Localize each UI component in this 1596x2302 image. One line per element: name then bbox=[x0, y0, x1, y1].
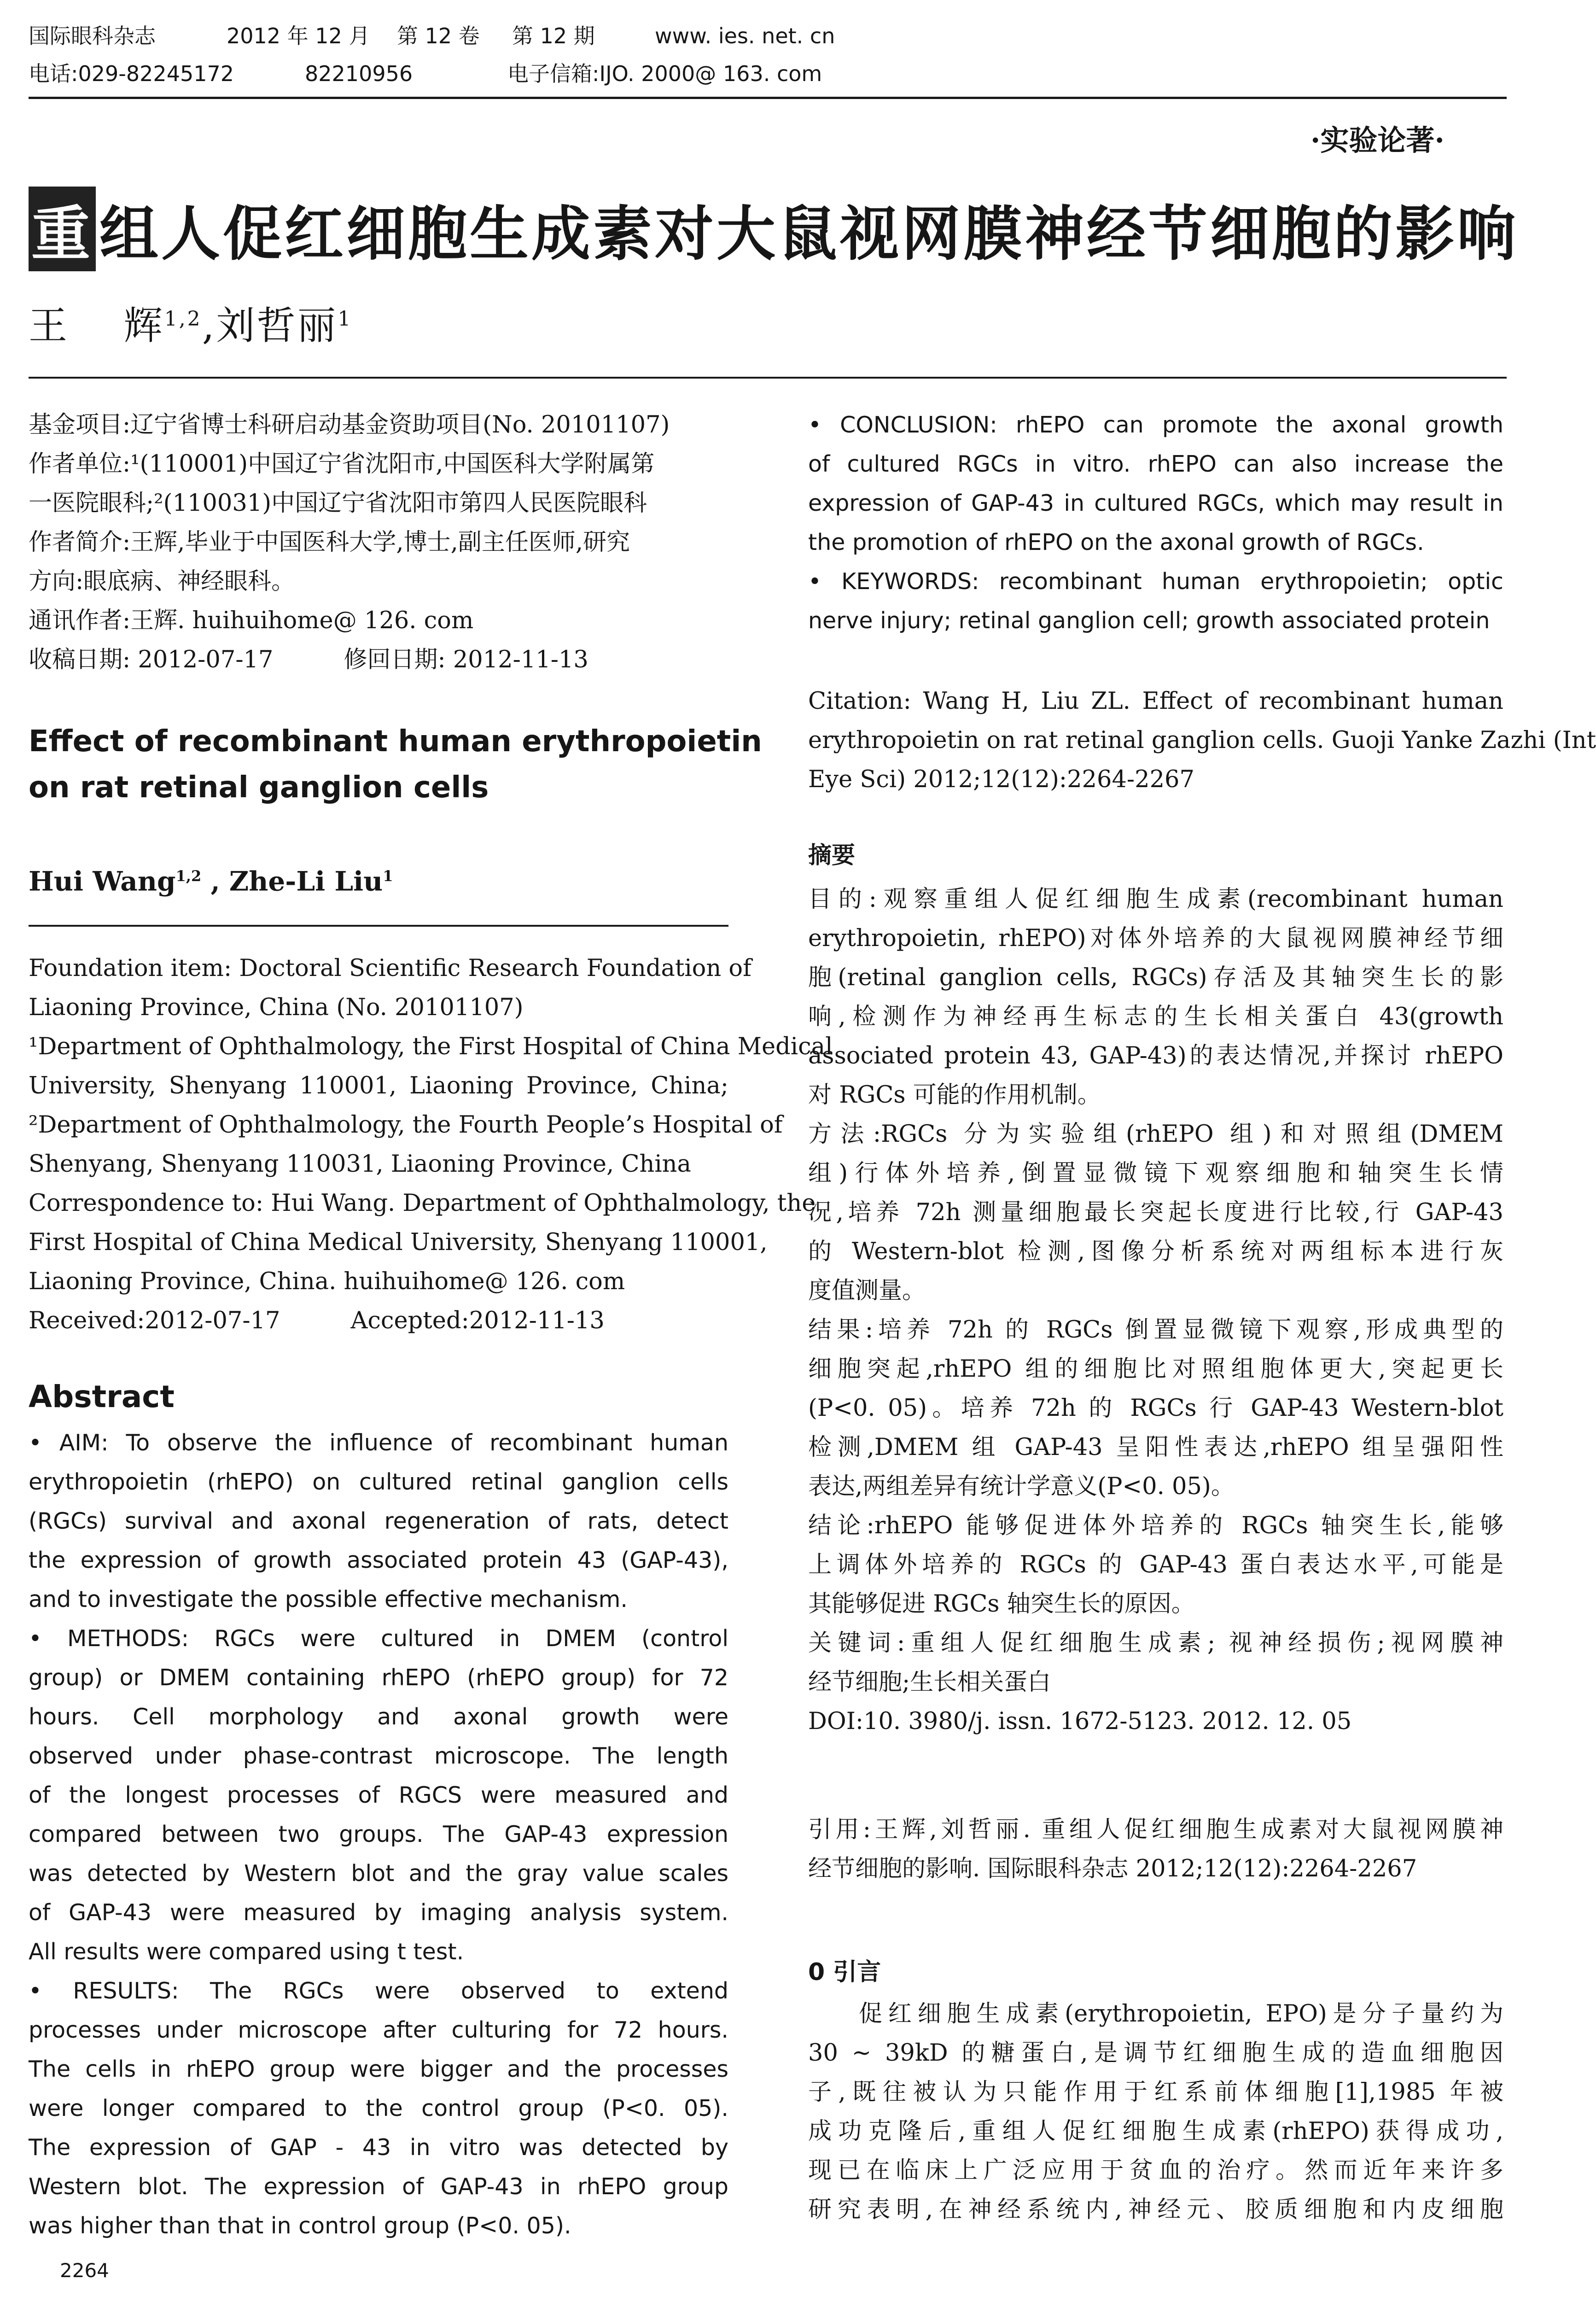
abstract-line: the expression of growth associated protein 43 (GAP-43), bbox=[29, 1547, 728, 1573]
abstract-line: and to investigate the possible effective mechanism. bbox=[29, 1586, 628, 1613]
cn-abstract-line: 度值测量。 bbox=[808, 1277, 926, 1304]
cn-abstract-line: 检测,DMEM 组 GAP-43 呈阳性表达,rhEPO 组呈强阳性 bbox=[808, 1434, 1503, 1461]
issue-date: 2012 年 12 月 bbox=[227, 23, 370, 48]
cn-abstract-line: 目的:观察重组人促红细胞生成素(recombinant human bbox=[808, 886, 1503, 913]
citation-line: Eye Sci) 2012;12(12):2264-2267 bbox=[808, 766, 1194, 793]
phone-2: 82210956 bbox=[305, 61, 413, 86]
english-meta bbox=[29, 949, 833, 1340]
authors-rule bbox=[29, 925, 728, 927]
abstract-line: were longer compared to the control group (P<0. 05). bbox=[29, 2095, 728, 2121]
abstract-line: • METHODS: RGCs were cultured in DMEM (control bbox=[29, 1625, 728, 1652]
header-rule bbox=[29, 97, 1507, 99]
cn-abstract-line: 表达,两组差异有统计学意义(P<0. 05)。 bbox=[808, 1473, 1235, 1500]
abstract-line: was detected by Western blot and the gray value scales bbox=[29, 1860, 728, 1887]
cn-abstract-line: 细胞突起,rhEPO 组的细胞比对照组胞体更大,突起更长 bbox=[808, 1355, 1503, 1383]
authors-cn: 王 辉$^{1,2}$,刘哲丽$^1$ bbox=[29, 303, 353, 348]
abstract-line: of cultured RGCs in vitro. rhEPO can also increase the bbox=[808, 451, 1503, 477]
abstract-line: • RESULTS: The RGCs were observed to extend bbox=[29, 1978, 728, 2004]
intro-line: 成功克隆后,重组人促红细胞生成素(rhEPO)获得成功, bbox=[808, 2118, 1503, 2145]
abstract-line: • KEYWORDS: recombinant human erythropoietin; optic bbox=[808, 568, 1503, 595]
en-meta-line: Liaoning Province, China. huihuihome@ 126. com bbox=[29, 1268, 625, 1295]
cn-meta-line: 通讯作者:王辉. huihuihome@ 126. com bbox=[29, 607, 474, 634]
journal-website[interactable]: www. ies. net. cn bbox=[655, 23, 835, 48]
cn-meta-line: 方向:眼底病、神经眼科。 bbox=[29, 568, 295, 595]
abstract-line: group) or DMEM containing rhEPO (rhEPO group) for 72 bbox=[29, 1665, 728, 1691]
english-title-line: on rat retinal ganglion cells bbox=[29, 771, 489, 805]
cn-abstract-line: (P<0. 05)。培养 72h 的 RGCs 行 GAP-43 Western-blot bbox=[808, 1395, 1503, 1422]
abstract-line: • CONCLUSION: rhEPO can promote the axonal growth bbox=[808, 412, 1503, 438]
cn-abstract-line: associated protein 43, GAP-43)的表达情况,并探讨 rhEPO bbox=[808, 1042, 1503, 1069]
issue-number: 第 12 期 bbox=[512, 23, 595, 48]
intro-body bbox=[808, 1994, 1503, 2229]
cn-abstract-line: 其能够促进 RGCs 轴突生长的原因。 bbox=[808, 1590, 1195, 1618]
cn-citation-line: 引用:王辉,刘哲丽. 重组人促红细胞生成素对大鼠视网膜神 bbox=[808, 1816, 1503, 1843]
cn-abstract-line: erythropoietin, rhEPO)对体外培养的大鼠视网膜神经节细 bbox=[808, 925, 1503, 952]
title-rule bbox=[29, 377, 1507, 379]
abstract-heading: Abstract bbox=[29, 1379, 175, 1414]
abstract-continued bbox=[808, 405, 1503, 640]
abstract-line: hours. Cell morphology and axonal growth were bbox=[29, 1704, 728, 1730]
cn-abstract-line: 组)行体外培养,倒置显微镜下观察细胞和轴突生长情 bbox=[808, 1160, 1503, 1187]
cn-meta-line: 作者简介:王辉,毕业于中国医科大学,博士,副主任医师,研究 bbox=[29, 529, 630, 556]
cn-meta-line: 基金项目:辽宁省博士科研启动基金资助项目(No. 20101107) bbox=[29, 411, 670, 438]
english-title bbox=[29, 719, 762, 811]
english-title-line: Effect of recombinant human erythropoietin bbox=[29, 724, 762, 759]
abstract-line: compared between two groups. The GAP-43 expression bbox=[29, 1821, 728, 1847]
cn-abstract-line: 关键词:重组人促红细胞生成素; 视神经损伤;视网膜神 bbox=[808, 1630, 1503, 1657]
en-meta-line: University, Shenyang 110001, Liaoning Province, China; bbox=[29, 1072, 728, 1099]
en-meta-line: Received:2012-07-17 Accepted:2012-11-13 bbox=[29, 1307, 605, 1334]
intro-line: 研究表明,在神经系统内,神经元、胶质细胞和内皮细胞 bbox=[808, 2196, 1503, 2223]
cn-meta-line: 作者单位:¹(110001)中国辽宁省沈阳市,中国医科大学附属第 bbox=[29, 450, 655, 478]
intro-line: 促红细胞生成素(erythropoietin, EPO)是分子量约为 bbox=[859, 2000, 1503, 2027]
cn-abstract-line: 的 Western-blot 检测,图像分析系统对两组标本进行灰 bbox=[808, 1238, 1503, 1265]
article-title-cn bbox=[29, 187, 1519, 271]
cn-abstract-heading: 摘要 bbox=[808, 841, 856, 869]
cn-meta-line: 一医院眼科;²(110031)中国辽宁省沈阳市第四人民医院眼科 bbox=[29, 490, 647, 517]
en-meta-line: ²Department of Ophthalmology, the Fourth People’s Hospital of bbox=[29, 1111, 783, 1139]
abstract-line: The cells in rhEPO group were bigger and the processes bbox=[29, 2056, 728, 2082]
abstract-line: processes under microscope after culturing for 72 hours. bbox=[29, 2017, 728, 2043]
abstract-line: The expression of GAP - 43 in vitro was detected by bbox=[29, 2134, 728, 2161]
abstract-line: All results were compared using t test. bbox=[29, 1939, 464, 1965]
cn-citation bbox=[808, 1810, 1503, 1888]
journal-header-line1 bbox=[29, 22, 1502, 50]
cn-abstract-line: 结果:培养 72h 的 RGCs 倒置显微镜下观察,形成典型的 bbox=[808, 1316, 1503, 1344]
abstract-line: of GAP-43 were measured by imaging analysis system. bbox=[29, 1899, 728, 1926]
abstract-line: of the longest processes of RGCS were measured and bbox=[29, 1782, 728, 1808]
abstract-body bbox=[29, 1423, 728, 2245]
abstract-line: nerve injury; retinal ganglion cell; growth associated protein bbox=[808, 608, 1490, 634]
citation-line: Citation: Wang H, Liu ZL. Effect of recombinant human bbox=[808, 688, 1503, 715]
intro-line: 子,既往被认为只能作用于红系前体细胞[1],1985 年被 bbox=[808, 2079, 1503, 2106]
title-dropcap: 重 bbox=[29, 187, 96, 271]
en-meta-line: Correspondence to: Hui Wang. Department of Ophthalmology, the bbox=[29, 1190, 816, 1217]
abstract-line: (RGCs) survival and axonal regeneration of rats, detect bbox=[29, 1508, 728, 1534]
abstract-line: erythropoietin (rhEPO) on cultured retinal ganglion cells bbox=[29, 1469, 728, 1495]
phone: 电话:029-82245172 bbox=[29, 61, 234, 86]
intro-line: 30 ~ 39kD 的糖蛋白,是调节红细胞生成的造血细胞因 bbox=[808, 2039, 1503, 2067]
abstract-line: • AIM: To observe the influence of recombinant human bbox=[29, 1430, 728, 1456]
abstract-line: observed under phase-contrast microscope. The length bbox=[29, 1743, 728, 1769]
doi-line: DOI:10. 3980/j. issn. 1672-5123. 2012. 12. 05 bbox=[808, 1708, 1352, 1735]
cn-abstract-line: 胞(retinal ganglion cells, RGCs)存活及其轴突生长的影 bbox=[808, 964, 1503, 991]
journal-header-line2 bbox=[29, 60, 1502, 88]
intro-heading: 0 引言 bbox=[808, 1958, 881, 1986]
en-meta-line: Shenyang, Shenyang 110031, Liaoning Province, China bbox=[29, 1151, 691, 1178]
abstract-line: was higher than that in control group (P<0. 05). bbox=[29, 2213, 571, 2239]
journal-name: 国际眼科杂志 bbox=[29, 23, 156, 48]
cn-abstract-line: 方法:RGCs 分为实验组(rhEPO 组)和对照组(DMEM bbox=[808, 1121, 1503, 1148]
en-meta-line: Foundation item: Doctoral Scientific Research Foundation of bbox=[29, 955, 751, 982]
citation-line: erythropoietin on rat retinal ganglion cells. Guoji Yanke Zazhi (Int bbox=[808, 727, 1596, 754]
cn-meta-line: 收稿日期: 2012-07-17 修回日期: 2012-11-13 bbox=[29, 646, 588, 673]
abstract-line: the promotion of rhEPO on the axonal growth of RGCs. bbox=[808, 529, 1424, 555]
en-meta-line: Liaoning Province, China (No. 20101107) bbox=[29, 994, 524, 1021]
cn-citation-line: 经节细胞的影响. 国际眼科杂志 2012;12(12):2264-2267 bbox=[808, 1855, 1417, 1882]
abstract-line: Western blot. The expression of GAP-43 in rhEPO group bbox=[29, 2173, 728, 2200]
title-text: 组人促红细胞生成素对大鼠视网膜神经节细胞的影响 bbox=[99, 200, 1519, 269]
abstract-line: expression of GAP-43 in cultured RGCs, which may result in bbox=[808, 490, 1503, 516]
citation bbox=[808, 682, 1596, 799]
cn-abstract-line: 对 RGCs 可能的作用机制。 bbox=[808, 1081, 1101, 1109]
cn-abstract-line: 上调体外培养的 RGCs 的 GAP-43 蛋白表达水平,可能是 bbox=[808, 1551, 1503, 1578]
cn-abstract-line: 结论:rhEPO 能够促进体外培养的 RGCs 轴突生长,能够 bbox=[808, 1512, 1503, 1539]
section-tag: ·实验论著· bbox=[1310, 123, 1445, 157]
cn-abstract-line: 经节细胞;生长相关蛋白 bbox=[808, 1669, 1051, 1696]
en-meta-line: ¹Department of Ophthalmology, the First Hospital of China Medical bbox=[29, 1033, 833, 1060]
english-authors: Hui Wang$^{1,2}$ , Zhe-Li Liu$^1$ bbox=[29, 865, 393, 897]
cn-meta bbox=[29, 405, 728, 679]
page-number: 2264 bbox=[60, 2259, 109, 2282]
right-column bbox=[808, 405, 1596, 2248]
cn-abstract-line: 响,检测作为神经再生标志的生长相关蛋白 43(growth bbox=[808, 1003, 1503, 1030]
cn-abstract-body bbox=[808, 880, 1503, 1741]
cn-abstract-line: 况,培养 72h 测量细胞最长突起长度进行比较,行 GAP-43 bbox=[808, 1199, 1503, 1226]
intro-line: 现已在临床上广泛应用于贫血的治疗。然而近年来许多 bbox=[808, 2157, 1503, 2184]
en-meta-line: First Hospital of China Medical University, Shenyang 110001, bbox=[29, 1229, 768, 1256]
journal-email[interactable]: 电子信箱:IJO. 2000@ 163. com bbox=[507, 61, 822, 86]
volume: 第 12 卷 bbox=[397, 23, 480, 48]
